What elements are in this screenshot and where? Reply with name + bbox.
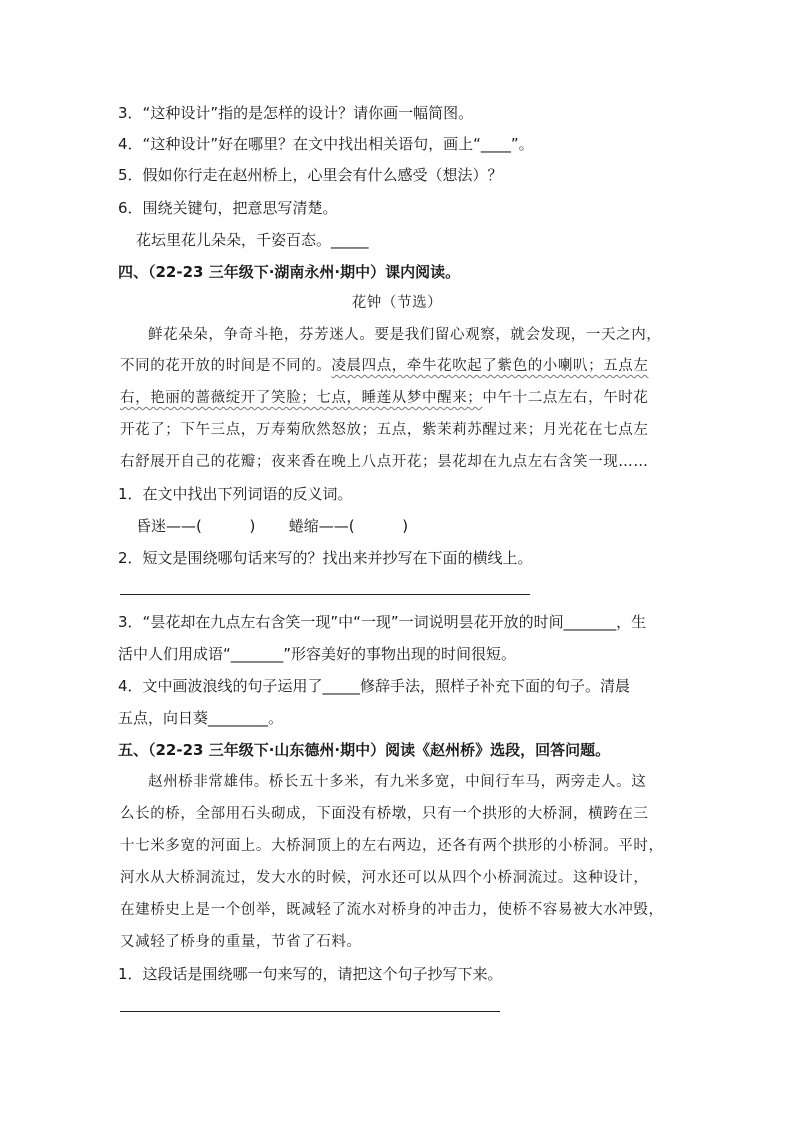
question-6-sentence: 花坛里花儿朵朵，千姿百态。_____ (136, 231, 369, 249)
answer-line (120, 594, 530, 595)
passage-line-2 (120, 356, 649, 376)
question-4: 4．“这种设计”好在哪里？在文中找出相关语句，画上“____”。 (118, 135, 534, 153)
question-5: 5．假如你行走在赵州桥上，心里会有什么感受（想法）？ (118, 166, 503, 184)
s4-question-1: 1．在文中找出下列词语的反义词。 (118, 485, 353, 503)
s5-passage-line-1: 赵州桥非常雄伟。桥长五十多米，有九米多宽，中间行车马，两旁走人。这 (148, 774, 647, 790)
passage-title: 花钟（节选） (351, 295, 443, 311)
question-3: 3．“这种设计”指的是怎样的设计？请你画一幅简图。 (118, 104, 474, 122)
passage-line-2-plain: 不同的花开放的时间是不同的。 (120, 358, 332, 374)
question-6: 6．围绕关键句，把意思写清楚。 (118, 199, 338, 217)
s4-question-3-line-1: 3．“昙花却在九点左右含笑一现”中“一现”一词说明昙花开放的时间_______，生 (118, 613, 647, 631)
s4-question-3-line-2: 活中人们用成语“_______”形容美好的事物出现的时间很短。 (118, 645, 517, 663)
s4-question-4-line-2: 五点，向日葵________。 (118, 709, 284, 727)
wavy-sentence-part-2: 右，艳丽的蔷薇绽开了笑脸；七点，睡莲从梦中醒来； (120, 390, 483, 406)
passage-line-4: 开花了；下午三点，万寿菊欣然怒放；五点，紫茉莉苏醒过来；月光花在七点左 (120, 422, 649, 438)
answer-line (120, 1011, 500, 1012)
passage-line-1: 鲜花朵朵，争奇斗艳，芬芳迷人。要是我们留心观察，就会发现，一天之内， (148, 327, 662, 343)
s5-passage-line-4: 河水从大桥洞流过，发大水的时候，河水还可以从四个小桥洞流过。这种设计， (120, 870, 649, 886)
passage-line-5: 右舒展开自己的花瓣；夜来香在晚上八点开花；昙花却在九点左右含笑一现…… (120, 454, 649, 470)
s5-passage-line-6: 又减轻了桥身的重量，节省了石料。 (120, 934, 362, 950)
passage-line-3-plain: 中午十二点左右，午时花 (482, 390, 649, 406)
s4-question-4-line-1: 4．文中画波浪线的句子运用了_____修辞手法，照样子补充下面的句子。清晨 (118, 677, 631, 695)
s4-question-2: 2．短文是围绕哪句话来写的？找出来并抄写在下面的横线上。 (118, 549, 533, 567)
section-4-heading: 四、（22-23 三年级下·湖南永州·期中）课内阅读。 (118, 263, 461, 281)
s5-question-1: 1．这段话是围绕哪一句来写的，请把这个句子抄写下来。 (118, 965, 503, 983)
s5-passage-line-2: 么长的桥，全部用石头砌成，下面没有桥墩，只有一个拱形的大桥洞，横跨在三 (120, 806, 649, 822)
passage-line-3 (120, 388, 649, 408)
s5-passage-line-5: 在建桥史上是一个创举，既减轻了流水对桥身的冲击力，使桥不容易被大水冲毁， (120, 902, 664, 918)
section-5-heading: 五、（22-23 三年级下·山东德州·期中）阅读《赵州桥》选段，回答问题。 (118, 741, 611, 759)
wavy-sentence-part-1: 凌晨四点，牵牛花吹起了紫色的小喇叭；五点左 (331, 358, 649, 374)
s5-passage-line-3: 十七米多宽的河面上。大桥洞顶上的左右两边，还各有两个拱形的小桥洞。平时， (120, 838, 664, 854)
s4-antonym-pairs: 昏迷——( ) 蜷缩——( ) (136, 517, 409, 535)
